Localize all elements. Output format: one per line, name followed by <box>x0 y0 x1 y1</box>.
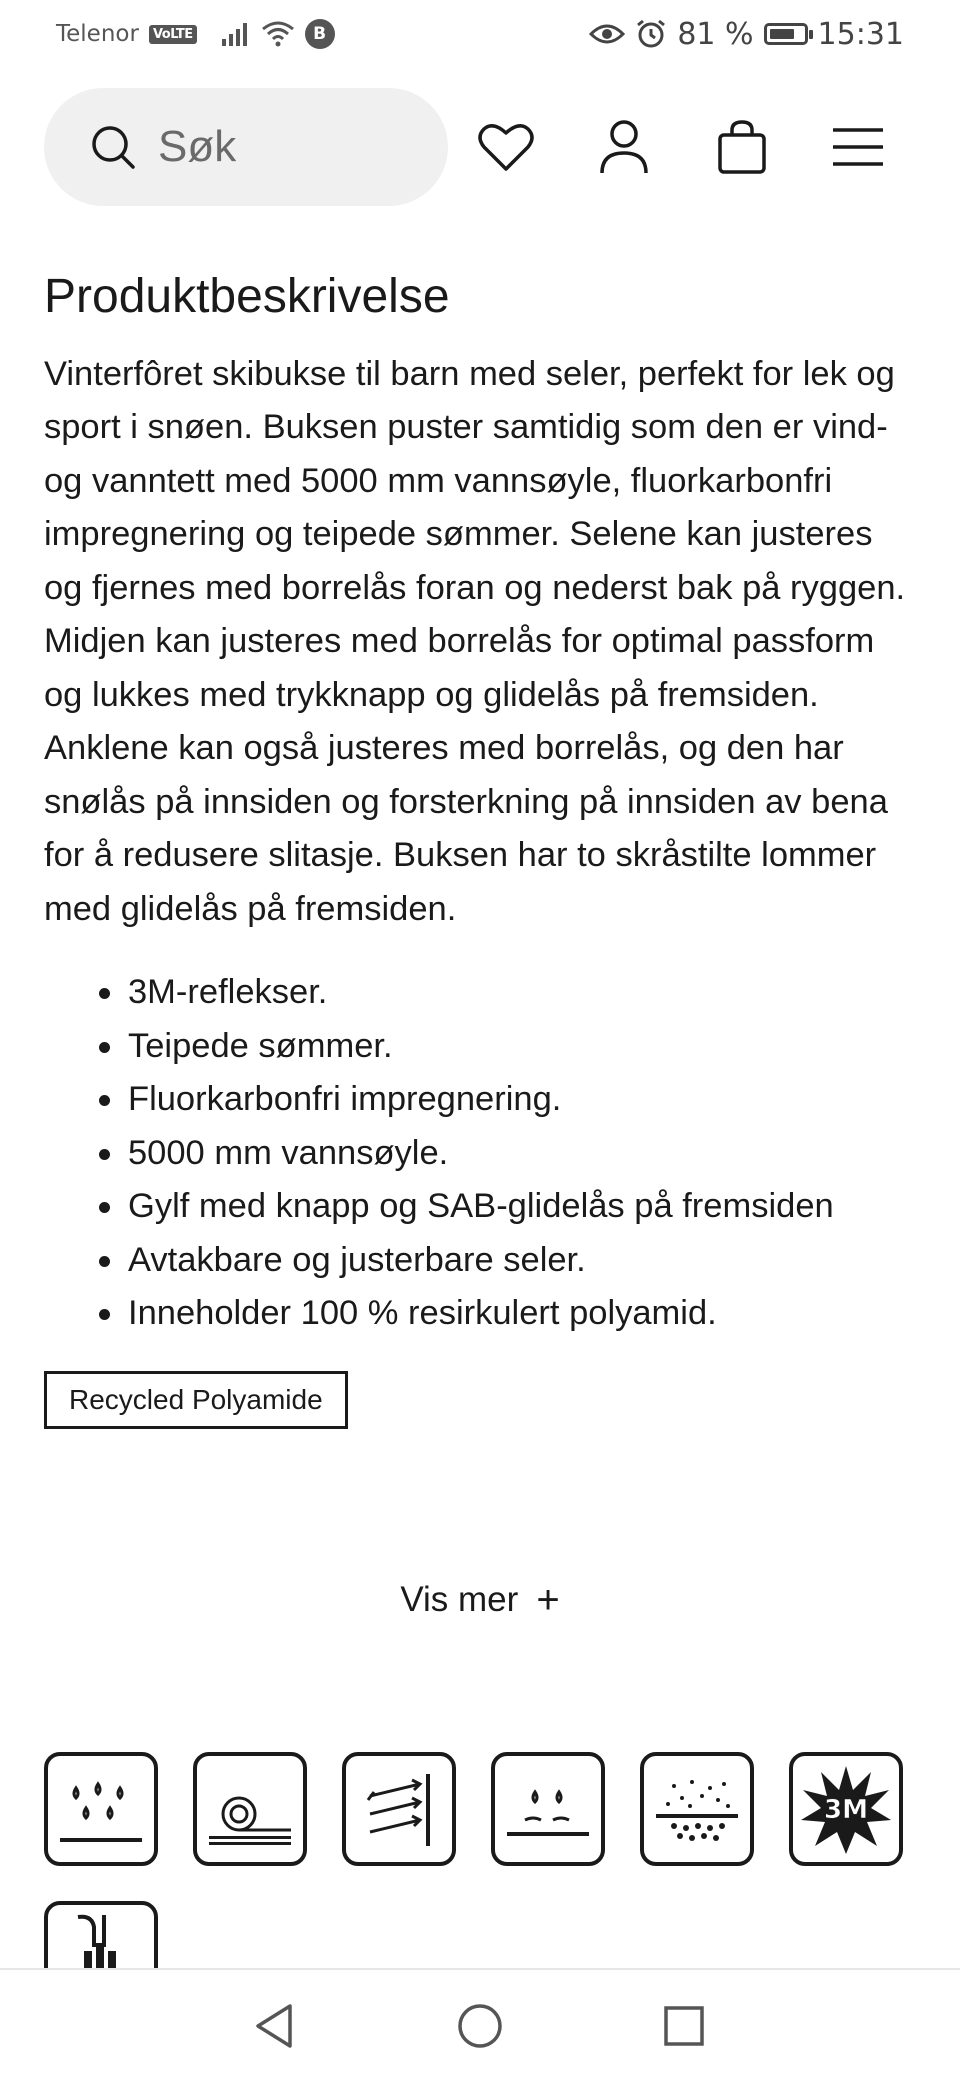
battery-icon <box>764 23 808 45</box>
heart-icon <box>478 121 534 173</box>
feature-item: Gylf med knapp og SAB-glidelås på fremsiden <box>128 1180 916 1234</box>
nav-home-button[interactable] <box>450 1996 510 2056</box>
feature-item: Teipede sømmer. <box>128 1020 916 1074</box>
b-badge-icon: B <box>305 19 335 49</box>
menu-icon <box>831 127 885 167</box>
feature-item: Avtakbare og justerbare seler. <box>128 1234 916 1288</box>
plus-icon: + <box>536 1578 560 1622</box>
show-more-button[interactable] <box>0 1578 960 1623</box>
feature-list <box>44 966 916 1341</box>
system-nav-bar <box>0 1968 960 2082</box>
feature-item: Fluorkarbonfri impregnering. <box>128 1073 916 1127</box>
search-input[interactable] <box>44 88 448 206</box>
battery-percent: 81 % <box>677 16 754 52</box>
home-icon <box>456 2002 504 2050</box>
search-placeholder: Søk <box>158 122 237 171</box>
material-tag: Recycled Polyamide <box>44 1371 348 1429</box>
reflective-3m-label: 3M <box>824 1795 868 1825</box>
product-description: Vinterfôret skibukse til barn med seler, perfekt for lek og sport i snøen. Buksen puster samtidig som den er vind- og vanntett med 5000 mm vannsøyle, fluorkarbonfri impregnering og teipede sømmer. Selene kan justeres og fjernes med borrelås foran og nederst bak på ryggen. Midjen kan justeres med borrelås for optimal passform og lukkes med trykknapp og glidelås på fremsiden. Anklene kan også justeres med borrelås, og den har snølås på innsiden og forsterkning på innsiden av bena for å redusere slitasje. Buksen har to skråstilte lommer med glidelås på fremsiden. <box>44 354 906 928</box>
clock: 15:31 <box>817 16 904 52</box>
volte-badge: VoLTE <box>149 25 197 44</box>
menu-button[interactable] <box>828 117 888 177</box>
reflective-3m-icon <box>789 1752 903 1866</box>
recents-icon <box>662 2004 706 2048</box>
insulation-icon <box>640 1752 754 1866</box>
favorites-button[interactable] <box>476 117 536 177</box>
product-description-section <box>44 268 916 1429</box>
nav-back-button[interactable] <box>244 1996 304 2056</box>
account-button[interactable] <box>594 117 654 177</box>
show-more-label: Vis mer <box>400 1580 519 1619</box>
feature-item: 5000 mm vannsøyle. <box>128 1127 916 1181</box>
taped-seams-icon <box>193 1752 307 1866</box>
nav-recents-button[interactable] <box>654 1996 714 2056</box>
search-icon <box>90 124 136 170</box>
carrier-name: Telenor <box>56 21 139 47</box>
bag-icon <box>717 119 767 175</box>
alarm-icon <box>635 18 667 50</box>
site-header <box>0 88 960 206</box>
cart-button[interactable] <box>712 117 772 177</box>
section-title: Produktbeskrivelse <box>44 270 450 323</box>
user-icon <box>599 119 649 175</box>
back-icon <box>252 2002 296 2050</box>
waterproof-icon <box>44 1752 158 1866</box>
status-bar <box>0 0 960 70</box>
breathable-icon <box>342 1752 456 1866</box>
feature-item: 3M-reflekser. <box>128 966 916 1020</box>
water-repellent-icon <box>491 1752 605 1866</box>
eye-icon <box>589 21 625 47</box>
signal-icon <box>221 21 251 47</box>
feature-item: Inneholder 100 % resirkulert polyamid. <box>128 1287 916 1341</box>
wifi-icon <box>261 20 295 48</box>
